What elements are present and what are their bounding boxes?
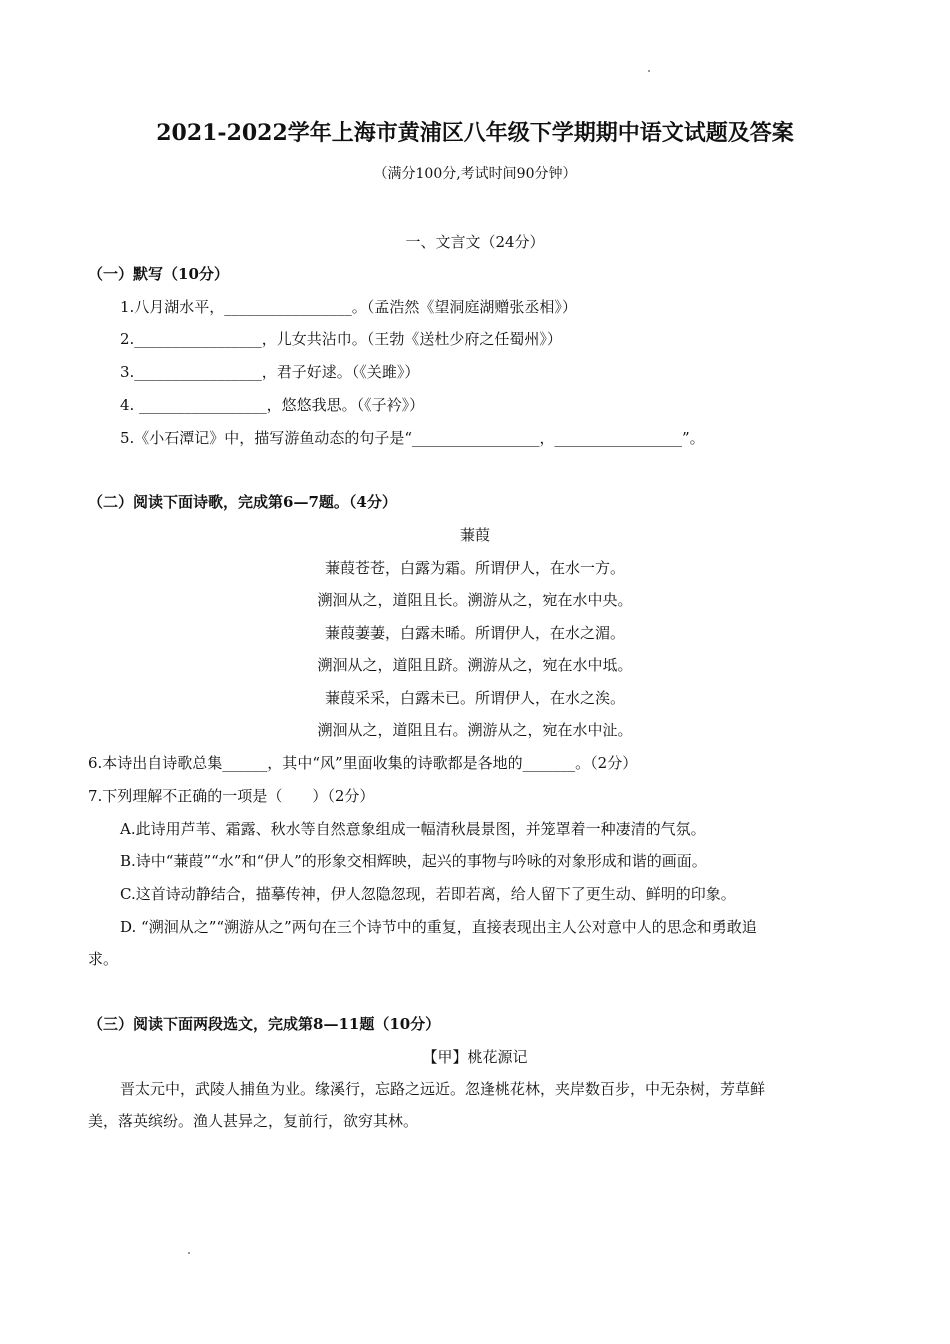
question-7: 7.下列理解不正确的一项是（ ）（2分） <box>88 787 375 805</box>
section-heading-3: （三）阅读下面两段选文，完成第8—11题（10分） <box>88 1015 441 1033</box>
option-d: D. “溯洄从之”“溯游从之”两句在三个诗节中的重复，直接表现出主人公对意中人的思念和勇敢追 <box>120 918 757 936</box>
question-item: 5.《小石潭记》中，描写游鱼动态的句子是“_________________，_________________”。 <box>120 429 705 447</box>
option-d-continued: 求。 <box>88 950 119 968</box>
poem-line: 溯洄从之，道阻且右。溯游从之，宛在水中沚。 <box>317 721 633 739</box>
poem-line: 蒹葭苍苍，白露为霜。所谓伊人，在水一方。 <box>324 559 625 577</box>
passage-title: 【甲】桃花源记 <box>422 1048 528 1066</box>
option-b: B.诗中“蒹葭”“水”和“伊人”的形象交相辉映，起兴的事物与吟咏的对象形成和谐的画面。 <box>120 852 707 870</box>
question-6: 6.本诗出自诗歌总集______，其中“风”里面收集的诗歌都是各地的_______。（2分） <box>88 754 638 772</box>
passage-line: 晋太元中，武陵人捕鱼为业。缘溪行，忘路之远近。忽逢桃花林，夹岸数百步，中无杂树，芳草鲜 <box>120 1080 766 1098</box>
poem-title: 蒹葭 <box>459 526 490 544</box>
section-heading-2: （二）阅读下面诗歌，完成第6—7题。（4分） <box>88 493 397 511</box>
question-item: 1.八月湖水平，_________________。（孟浩然《望洞庭湖赠张丞相》） <box>120 298 577 316</box>
poem-line: 溯洄从之，道阻且跻。溯游从之，宛在水中坻。 <box>317 656 633 674</box>
scan-dot-bottom <box>188 1252 190 1254</box>
poem-line: 溯洄从之，道阻且长。溯游从之，宛在水中央。 <box>317 591 633 609</box>
passage-line: 美，落英缤纷。渔人甚异之，复前行，欲穷其林。 <box>88 1112 419 1130</box>
question-item: 3._________________，君子好逑。（《关雎》） <box>120 363 420 381</box>
poem-line: 蒹葭采采，白露未已。所谓伊人，在水之涘。 <box>324 689 625 707</box>
section-heading-1: （一）默写（10分） <box>88 265 229 283</box>
exam-info: （满分100分,考试时间90分钟） <box>373 166 577 182</box>
page-title: 2021-2022学年上海市黄浦区八年级下学期期中语文试题及答案 <box>156 120 794 146</box>
option-a: A.此诗用芦苇、霜露、秋水等自然意象组成一幅清秋晨景图，并笼罩着一种凄清的气氛。 <box>120 820 706 838</box>
part-heading: 一、文言文（24分） <box>405 233 545 251</box>
option-c: C.这首诗动静结合，描摹传神，伊人忽隐忽现，若即若离，给人留下了更生动、鲜明的印象。 <box>120 885 736 903</box>
question-item: 2._________________，儿女共沾巾。（王勃《送杜少府之任蜀州》） <box>120 330 562 348</box>
poem-line: 蒹葭萋萋，白露未晞。所谓伊人，在水之湄。 <box>324 624 625 642</box>
question-item: 4. _________________，悠悠我思。（《子衿》） <box>120 396 425 414</box>
scan-dot-top <box>648 70 650 72</box>
